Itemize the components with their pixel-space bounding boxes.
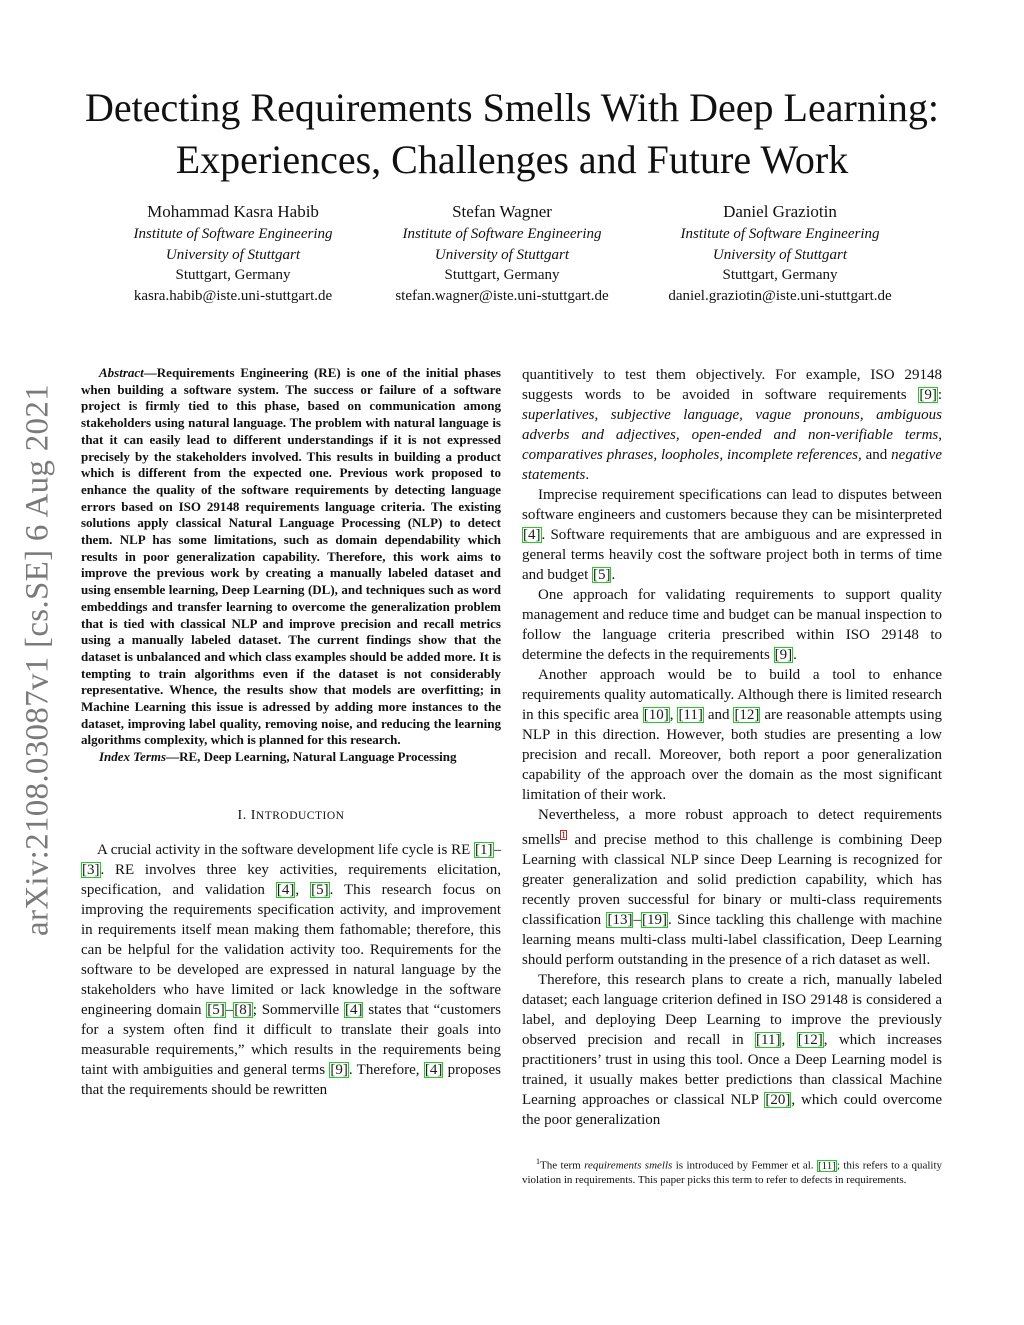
author-block: [100, 200, 924, 310]
text-run: Therefore, this research plans to create a rich, manually labeled dataset; each language criterion defined in ISO 29148 is considered a label, and deploying Deep Learning to improve the previously observed precision and recall in: [522, 972, 942, 1048]
text-run: A crucial activity in the software development life cycle is RE: [97, 841, 474, 858]
text-run: quantitively to test them objectively. For example, ISO 29148 suggests words to be avoided in software requirements: [522, 367, 942, 403]
citation-link[interactable]: [4]: [424, 1061, 443, 1078]
text-run: .: [793, 647, 797, 663]
text-run: –: [633, 912, 641, 928]
abstract-text: Requirements Engineering (RE) is one of the initial phases when building a software system. The success or failure of a software project is firmly tied to this phase, based on communication among stakeholders using natural language. The problem with natural language is that it can easily lead to different understandings if it is not expressed precisely by the stakeholders involved. This results in building a product which is different from the expected one. Previous work proposed to enhance the quality of the software requirements by detecting language errors based on ISO 29148 requirements language criteria. The existing solutions apply classical Natural Language Processing (NLP) to detect them. NLP has some limitations, such as domain dependability which results in poor generalization capability. Therefore, this work aims to improve the previous work by creating a manually labeled dataset and using ensemble learning, Deep Learning (DL), and techniques such as word embeddings and transfer learning to overcome the generalization problem that is tied with classical NLP and improve precision and recall metrics using a manually labeled dataset. The current findings show that the dataset is unbalanced and which class examples should be added more. It is tempting to train algorithms even if the dataset is not considerably representative. Whence, the results show that models are overfitting; in Machine Learning this issue is adressed by adding more instances to the dataset, improving label quality, removing noise, and reducing the learning algorithms complexity, which is planned for this research.: [81, 365, 501, 748]
citation-link[interactable]: [11]: [756, 1032, 781, 1048]
text-run: ; Sommerville: [252, 1001, 344, 1018]
section-numeral: I.: [237, 807, 247, 823]
paragraph-nevertheless: [522, 805, 942, 970]
author-2: [352, 200, 652, 306]
author-email[interactable]: stefan.wagner@iste.uni-stuttgart.de: [395, 287, 609, 304]
text-run: .: [611, 567, 616, 583]
citation-link[interactable]: [5]: [592, 567, 611, 583]
citation-link[interactable]: [10]: [643, 707, 669, 723]
left-column: [81, 365, 501, 1100]
text-run: are reasonable attempts using NLP in this direction. However, both studies are presenting a low precision and recall. Moreover, both report a poor generalization capability of the approach over the domain as the most significant limitation of their work.: [522, 707, 942, 803]
author-name: Stefan Wagner: [452, 202, 552, 221]
section-title-rest: NTRODUCTION: [255, 809, 345, 822]
text-run: –: [225, 1001, 234, 1018]
text-run: ,: [781, 1032, 797, 1048]
text-run: . RE involves three key activities, requirements elicitation, specification, and validation: [81, 861, 501, 898]
citation-link[interactable]: [4]: [523, 527, 541, 543]
section-title-initial: I: [250, 807, 256, 823]
abstract-dash: —: [143, 365, 157, 380]
citation-link[interactable]: [19]: [641, 912, 667, 928]
section-heading-introduction: [81, 808, 501, 824]
author-dept: Institute of Software Engineering: [680, 226, 880, 242]
text-run: proposes that the requirements should be rewritten: [81, 1061, 502, 1098]
citation-link[interactable]: [11]: [678, 707, 703, 723]
citation-link[interactable]: [4]: [276, 881, 295, 898]
text-run: . Therefore,: [348, 1061, 424, 1078]
citation-link[interactable]: [12]: [797, 1032, 823, 1048]
footnote-mark: 1: [536, 1157, 540, 1166]
paragraph-continued: [522, 365, 942, 485]
index-terms: [81, 749, 501, 766]
text-run: Nevertheless, a more robust approach to detect requirements smells: [522, 807, 942, 848]
emphasis-text: requirements smells: [584, 1159, 673, 1172]
author-location: Stuttgart, Germany: [175, 267, 291, 284]
emphasis-text: negative statements: [522, 447, 942, 483]
text-run: states that “customers for a system often find it difficult to translate their goals into measurable requirements,” which results in the requirements being taint with ambiguities and general terms: [81, 1001, 501, 1078]
paper-title: Detecting Requirements Smells With Deep Learning: Experiences, Challenges and Future Work: [84, 85, 940, 182]
citation-link[interactable]: [5]: [207, 1001, 225, 1018]
footnote-link[interactable]: 1: [561, 830, 566, 840]
abstract: [81, 365, 501, 749]
right-column: [522, 365, 942, 1130]
text-run: is introduced by Femmer et al.: [672, 1159, 817, 1172]
citation-link[interactable]: [13]: [607, 912, 633, 928]
citation-link[interactable]: [20]: [765, 1092, 791, 1108]
author-location: Stuttgart, Germany: [444, 267, 560, 284]
author-location: Stuttgart, Germany: [722, 267, 838, 284]
abstract-label: Abstract: [99, 365, 144, 380]
author-email[interactable]: daniel.graziotin@iste.uni-stuttgart.de: [668, 287, 892, 304]
citation-link[interactable]: [4]: [344, 1001, 363, 1018]
paragraph-another-approach: [522, 665, 942, 805]
text-run: –: [493, 841, 501, 858]
text-run: and precise method to this challenge is combining Deep Learning with classical NLP since Deep Learning is recognized for greater generalization and solid prediction capability, which has recently proven successful for binary or multi-class requirements classification: [522, 832, 942, 928]
citation-link[interactable]: [9]: [330, 1061, 348, 1078]
arxiv-identifier: arXiv:2108.03087v1 [cs.SE] 6 Aug 2021: [19, 384, 56, 936]
author-university: University of Stuttgart: [434, 246, 570, 263]
citation-link[interactable]: [3]: [82, 861, 100, 878]
author-1: [83, 200, 383, 306]
author-3: [630, 200, 930, 306]
text-run: and: [703, 707, 734, 723]
author-university: University of Stuttgart: [165, 246, 301, 263]
text-run: . This research focus on improving the requirements specification activity, and improvement in requirements itself mean making them fathomable; therefore, this can be helpful for the validation activity too. Requirements for the software to be developed are expressed in natural language by the stakeholders who have limited or lack knowledge in the software engineering domain: [81, 881, 501, 1018]
paragraph-imprecise: [522, 485, 942, 585]
citation-link[interactable]: [9]: [919, 387, 937, 403]
author-dept: Institute of Software Engineering: [402, 226, 602, 242]
text-run: ,: [669, 707, 678, 723]
arxiv-sidebar: [14, 360, 62, 960]
emphasis-text: superlatives, subjective language, vague pronouns, ambiguous adverbs and adjectives, open-ended and non-verifiable terms, comparatives phrases, loopholes, incomplete references,: [522, 407, 942, 463]
author-dept: Institute of Software Engineering: [133, 226, 333, 242]
index-terms-text: RE, Deep Learning, Natural Language Processing: [179, 749, 457, 765]
text-run: One approach for validating requirements to support quality management and reduce time and budget can be manual inspection to follow the language criteria prescribed within ISO 29148 to determine the defects in the requirements: [522, 587, 942, 663]
footnote: [522, 1155, 942, 1187]
citation-link[interactable]: [9]: [774, 647, 793, 663]
text-run: ,: [295, 881, 311, 898]
text-run: , which increases practitioners’ trust in using this tool. Once a Deep Learning model is trained, it usually makes better predictions than classical Machine Learning approaches or classical NLP: [522, 1032, 942, 1108]
text-run: ; this refers to a quality violation in requirements. This paper picks this term to refer to defects in requirements.: [522, 1159, 943, 1186]
author-name: Daniel Graziotin: [723, 202, 837, 221]
text-run: :: [937, 387, 942, 403]
text-run: and: [861, 447, 892, 463]
text-run: The term: [540, 1159, 585, 1172]
index-terms-label: Index Terms: [99, 749, 167, 765]
author-name: Mohammad Kasra Habib: [147, 202, 319, 221]
text-run: . Since tackling this challenge with machine learning means multi-class multi-label classification, Deep Learning should perform outstanding in the presence of a rich dataset as well.: [522, 912, 943, 968]
citation-link[interactable]: [5]: [311, 881, 329, 898]
citation-link[interactable]: [12]: [734, 707, 760, 723]
citation-link[interactable]: [8]: [234, 1001, 252, 1018]
text-run: .: [585, 467, 590, 483]
intro-paragraph-1: [81, 840, 501, 1100]
citation-link[interactable]: [1]: [475, 841, 493, 858]
paragraph-one-approach: [522, 585, 942, 665]
index-terms-dash: —: [166, 749, 180, 765]
author-email[interactable]: kasra.habib@iste.uni-stuttgart.de: [133, 287, 333, 304]
author-university: University of Stuttgart: [712, 246, 848, 263]
citation-link[interactable]: [11]: [817, 1159, 836, 1172]
text-run: Another approach would be to build a tool to enhance requirements quality automatically. Although there is limited research in this specific area: [522, 667, 942, 723]
text-run: Imprecise requirement specifications can lead to disputes between software engineers and customers because they can be misinterpreted: [522, 487, 942, 523]
text-run: . Software requirements that are ambiguous and are expressed in general terms heavily cost the software project both in terms of time and budget: [522, 527, 942, 583]
text-run: , which could overcome the poor generalization: [522, 1092, 942, 1128]
paragraph-therefore: [522, 970, 942, 1130]
